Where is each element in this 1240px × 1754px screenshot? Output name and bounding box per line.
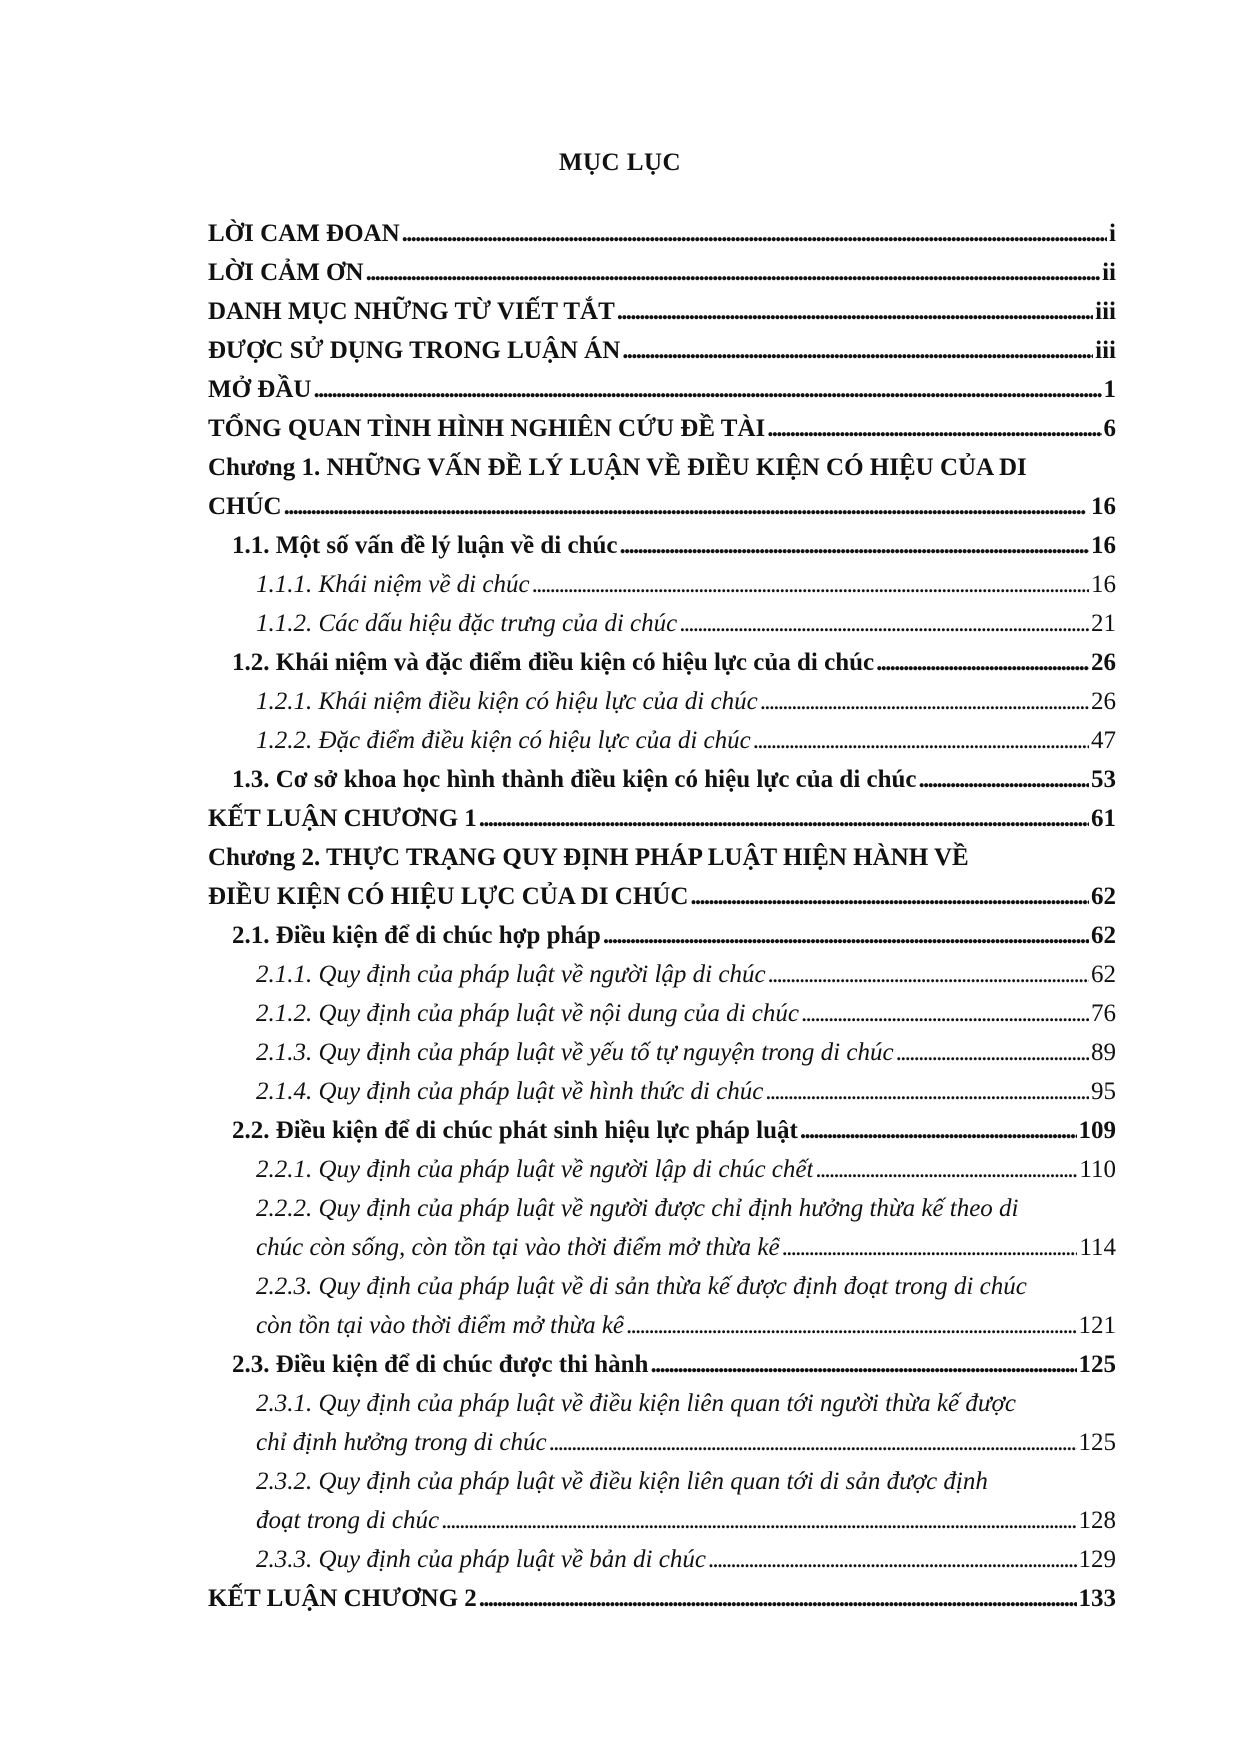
toc-entry-text: KẾT LUẬN CHƯƠNG 1 (208, 805, 477, 832)
toc-entry[interactable] (208, 526, 1116, 565)
toc-page-number: 47 (1091, 727, 1116, 754)
toc-entry-line1: 2.3.1. Quy định của pháp luật về điều kiện liên quan tới người thừa kế được (256, 1390, 1016, 1417)
toc-page-number: ii (1102, 259, 1116, 286)
toc-page-number: 89 (1091, 1039, 1116, 1066)
toc-page-number: 6 (1103, 415, 1116, 442)
dot-leader (679, 604, 1089, 643)
toc-page-number: 109 (1078, 1117, 1116, 1144)
toc-entry-line1: 2.3.2. Quy định của pháp luật về điều kiện liên quan tới di sản được định (256, 1468, 988, 1495)
toc-entry[interactable] (208, 214, 1116, 253)
table-of-contents (208, 214, 1116, 1618)
toc-entry-text: đoạt trong di chúc (256, 1507, 440, 1534)
toc-entry-text: 1.3. Cơ sở khoa học hình thành điều kiện có hiệu lực của di chúc (232, 766, 917, 793)
toc-entry[interactable] (208, 1150, 1116, 1189)
toc-entry-text: 2.1.4. Quy định của pháp luật về hình thức di chúc (256, 1078, 764, 1105)
dot-leader (479, 799, 1089, 838)
dot-leader (626, 1306, 1076, 1345)
toc-entry[interactable] (208, 1579, 1116, 1618)
toc-entry[interactable] (208, 487, 1116, 526)
toc-entry[interactable] (208, 1228, 1116, 1267)
dot-leader (479, 1579, 1077, 1618)
dot-leader (622, 331, 1093, 370)
toc-entry-text: LỜI CẢM ƠN (208, 259, 364, 286)
toc-entry[interactable] (208, 682, 1116, 721)
toc-page-number: 110 (1079, 1156, 1116, 1183)
dot-leader (284, 487, 1089, 526)
dot-leader (919, 760, 1089, 799)
dot-leader (619, 526, 1089, 565)
toc-entry-line1: Chương 1. NHỮNG VẤN ĐỀ LÝ LUẬN VỀ ĐIỀU KIỆN CÓ HIỆU CỦA DI (208, 454, 1027, 481)
toc-page-number: 62 (1091, 883, 1116, 910)
toc-entry-text: 2.1.3. Quy định của pháp luật về yếu tố tự nguyện trong di chúc (256, 1039, 894, 1066)
toc-entry-text: 1.1. Một số vấn đề lý luận về di chúc (232, 532, 618, 559)
toc-entry-text: còn tồn tại vào thời điểm mở thừa kế (256, 1312, 625, 1339)
toc-entry-text: KẾT LUẬN CHƯƠNG 2 (208, 1585, 477, 1612)
toc-page-number: 62 (1091, 961, 1116, 988)
toc-entry-line1: Chương 2. THỰC TRẠNG QUY ĐỊNH PHÁP LUẬT HIỆN HÀNH VỀ (208, 844, 969, 871)
toc-entry[interactable] (208, 994, 1116, 1033)
dot-leader (760, 682, 1089, 721)
toc-page-number: 1 (1103, 376, 1116, 403)
toc-entry[interactable] (208, 721, 1116, 760)
toc-entry[interactable] (208, 916, 1116, 955)
toc-page-number: 125 (1078, 1351, 1116, 1378)
toc-entry[interactable] (208, 955, 1116, 994)
dot-leader (815, 1150, 1077, 1189)
toc-page-number: 129 (1078, 1546, 1116, 1573)
toc-entry-text: 2.1.2. Quy định của pháp luật về nội dung của di chúc (256, 1000, 799, 1027)
toc-entry-line1: 2.2.2. Quy định của pháp luật về người được chỉ định hưởng thừa kế theo di (256, 1195, 1019, 1222)
toc-page-number: 16 (1091, 493, 1116, 520)
toc-page-number: iii (1095, 298, 1116, 325)
dot-leader (603, 916, 1089, 955)
toc-entry-line1: 2.2.3. Quy định của pháp luật về di sản thừa kế được định đoạt trong di chúc (256, 1273, 1027, 1300)
toc-entry[interactable] (208, 760, 1116, 799)
dot-leader (313, 370, 1101, 409)
toc-entry[interactable] (208, 1111, 1116, 1150)
toc-page-number: 128 (1078, 1507, 1116, 1534)
dot-leader (532, 565, 1089, 604)
toc-page-number: 61 (1091, 805, 1116, 832)
toc-entry[interactable] (208, 370, 1116, 409)
toc-entry-text: 2.3.3. Quy định của pháp luật về bản di chúc (256, 1546, 706, 1573)
toc-entry-text: 1.1.2. Các dấu hiệu đặc trưng của di chúc (256, 610, 678, 637)
dot-leader (708, 1540, 1077, 1579)
toc-entry-text: 2.1.1. Quy định của pháp luật về người lập di chúc (256, 961, 766, 988)
toc-page-number: 26 (1091, 649, 1116, 676)
toc-page-number: 26 (1091, 688, 1116, 715)
toc-entry-text: 1.2. Khái niệm và đặc điểm điều kiện có hiệu lực của di chúc (232, 649, 875, 676)
dot-leader (690, 877, 1089, 916)
dot-leader (768, 955, 1089, 994)
dot-leader (753, 721, 1089, 760)
toc-entry[interactable] (208, 1306, 1116, 1345)
toc-entry-text: ĐƯỢC SỬ DỤNG TRONG LUẬN ÁN (208, 337, 621, 364)
dot-leader (366, 253, 1101, 292)
toc-page-number: 16 (1091, 532, 1116, 559)
toc-entry-text: CHÚC (208, 493, 282, 520)
toc-entry[interactable] (208, 877, 1116, 916)
toc-page-number: 114 (1079, 1234, 1116, 1261)
toc-page-number: 125 (1078, 1429, 1116, 1456)
toc-entry[interactable] (208, 409, 1116, 448)
toc-page-number: i (1109, 220, 1116, 247)
toc-entry[interactable] (208, 565, 1116, 604)
toc-page-number: 121 (1078, 1312, 1116, 1339)
toc-page-number: iii (1095, 337, 1116, 364)
toc-entry-text: 2.2.1. Quy định của pháp luật về người lập di chúc chết (256, 1156, 814, 1183)
dot-leader (650, 1345, 1076, 1384)
toc-page-number: 95 (1091, 1078, 1116, 1105)
dot-leader (549, 1423, 1077, 1462)
dot-leader (800, 1111, 1077, 1150)
toc-entry-text: 1.2.1. Khái niệm điều kiện có hiệu lực của di chúc (256, 688, 758, 715)
toc-entry-text: chỉ định hưởng trong di chúc (256, 1429, 547, 1456)
toc-entry-text: TỔNG QUAN TÌNH HÌNH NGHIÊN CỨU ĐỀ TÀI (208, 415, 766, 442)
toc-entry[interactable] (208, 1033, 1116, 1072)
toc-entry[interactable] (208, 331, 1116, 370)
toc-page-number: 53 (1091, 766, 1116, 793)
toc-title: MỤC LỤC (558, 149, 682, 176)
dot-leader (441, 1501, 1076, 1540)
toc-entry[interactable] (208, 1072, 1116, 1111)
toc-entry-text: ĐIỀU KIỆN CÓ HIỆU LỰC CỦA DI CHÚC (208, 883, 689, 910)
dot-leader (896, 1033, 1089, 1072)
toc-page-number: 76 (1091, 1000, 1116, 1027)
toc-entry-text: 1.1.1. Khái niệm về di chúc (256, 571, 530, 598)
dot-leader (765, 1072, 1089, 1111)
toc-page-number: 62 (1091, 922, 1116, 949)
toc-entry[interactable] (208, 643, 1116, 682)
toc-entry-text: 2.3. Điều kiện để di chúc được thi hành (232, 1351, 649, 1378)
toc-entry[interactable] (208, 799, 1116, 838)
dot-leader (801, 994, 1089, 1033)
toc-entry[interactable] (208, 253, 1116, 292)
toc-entry[interactable] (208, 604, 1116, 643)
toc-entry[interactable] (208, 1540, 1116, 1579)
toc-entry[interactable] (208, 292, 1116, 331)
toc-page-number: 16 (1091, 571, 1116, 598)
toc-page-number: 21 (1091, 610, 1116, 637)
toc-entry[interactable] (208, 1501, 1116, 1540)
dot-leader (876, 643, 1089, 682)
dot-leader (402, 214, 1107, 253)
toc-entry[interactable] (208, 1345, 1116, 1384)
toc-entry-text: 2.1. Điều kiện để di chúc hợp pháp (232, 922, 601, 949)
toc-entry-text: chúc còn sống, còn tồn tại vào thời điểm mở thừa kế (256, 1234, 780, 1261)
toc-entry-text: LỜI CAM ĐOAN (208, 220, 400, 247)
toc-entry-text: 2.2. Điều kiện để di chúc phát sinh hiệu lực pháp luật (232, 1117, 798, 1144)
toc-page-number: 133 (1078, 1585, 1116, 1612)
toc-entry-text: 1.2.2. Đặc điểm điều kiện có hiệu lực của di chúc (256, 727, 751, 754)
dot-leader (782, 1228, 1078, 1267)
toc-entry-text: MỞ ĐẦU (208, 376, 312, 403)
dot-leader (767, 409, 1101, 448)
dot-leader (617, 292, 1093, 331)
toc-entry[interactable] (208, 1423, 1116, 1462)
toc-entry-text: DANH MỤC NHỮNG TỪ VIẾT TẮT (208, 298, 615, 325)
